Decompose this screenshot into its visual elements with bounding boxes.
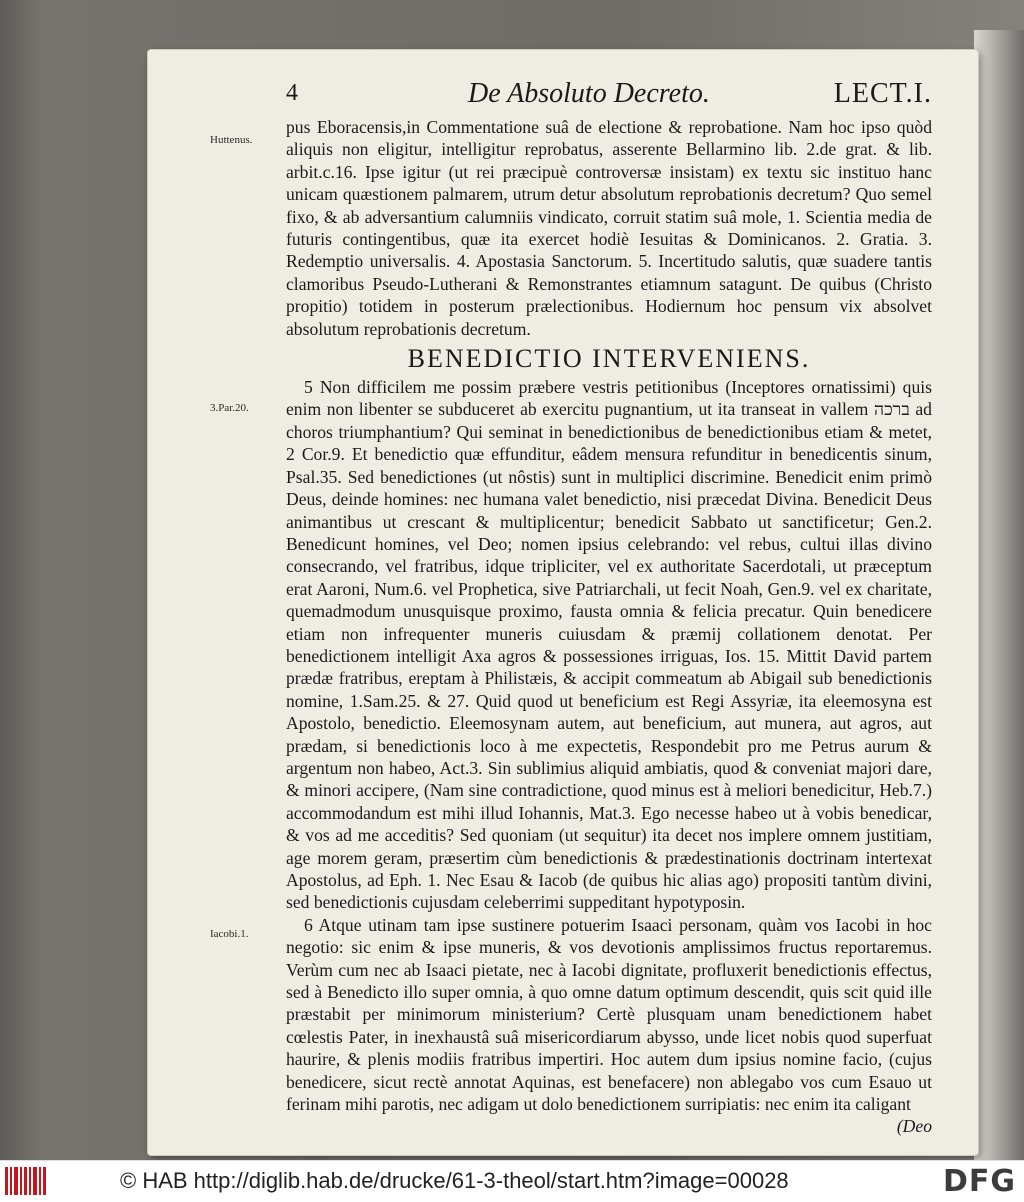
paragraph-2: 5 Non difficilem me possim præbere vestris petitionibus (Inceptores ornatissimi) quis enim non libenter se subduceret ab exercitu pugnantium, ut ita transeat in vallem ברכה ad choros triumphantium? Qui seminat in benedictionibus de benedictionibus etiam & metet, 2 Cor.9. Et benedictio quæ effunditur, eâdem mensura refunditur in benedicentis sinum, Psal.35. Sed benedictiones (ut nôstis) sunt in multiplici discrimine. Benedicit enim primò Deus, deinde homines: nec humana valet benedictio, nisi præcedat Divina. Benedicit Deus animantibus ut crescant & multiplicentur; benedicit Sabbato ut sanctificetur; Gen.2. Benedicunt homines, vel Deo; nomen ipsius celebrando: vel rebus, cultui illas divino consecrando, vel fratribus, idque tripliciter, vel ex authoritate Sacerdotali, ut præceptum erat Aaroni, Num.6. vel Prophetica, sive Patriarchali, ut fecit Noah, Gen.9. vel ex charitate, quemadmodum unusquisque proximo, fausta omnia & felicia precatur. Quin benedicere etiam non infrequenter muneris cuiusdam & præmij collationem denotat. Per benedictionem intelligit Axa agros & possessiones irriguas, Ios. 15. Mittit David partem prædæ fratribus, ereptam à Philistæis, & accipit commeatum ab Abigail sub benedictionis nomine, 1.Sam.25. & 27. Quid quod ut beneficium est Regi Assyriæ, ita eleemosyna est Apostolo, benedictio. Eleemosynam autem, aut beneficium, aut munera, aut agros, aut prædam, si benedictionis loco à me expectetis, Respondebit pro me Petrus aurum & argentum non habeo, Act.3. Sin sublimius aliquid ambiatis, quod & conveniat majori dare, & minori accipere, (Nam sine contradictione, quod minus est à meliori benedicitur, Heb.7.) accommodandum est mihi illud Iohannis, Mat.3. Ego necesse habeo ut à vobis benedicar, & vos ad me acceditis? Sed quoniam (ut sequitur) ita decet nos implere omnem justitiam, age morem geram, præsertim cùm benedictionis & prædestinationis doctrinam intertexat Apostolus, ad Eph. 1. Nec Esau & Iacob (de quibus hic alias ago) propositi tantùm divini, sed benedictionis cujusdam celeberrimi suppeditant hypotyposin. (286, 377, 932, 913)
dfg-logo: DFG (942, 1164, 1016, 1199)
paragraph-1: pus Eboracensis,in Commentatione suâ de electione & reprobatione. Nam hoc ipso quòd aliquis non eligitur, intelligitur reprobatus, asserente Bellarmino lib. 2.de grat. & lib. arbit.c.16. Ipse igitur (ut rei præcipuè controversæ insistam) ex textu sic instituo hanc unicam quæstionem palmarem, utrum detur absolutum reprobationis decretum? Quo semel fixo, & ab adversantium calumniis vindicato, corruit statim suâ mole, 1. Scientia media de futuris contingentibus, quæ ita exercet hodiè Iesuitas & Dominicanos. 2. Gratia. 3. Redemptio universalis. 4. Apostasia Sanctorum. 5. Incertitudo salutis, quæ suadere tantis clamoribus Pseudo-Lutherani & Remonstrantes etiamnum satagunt. De quibus (Christo propitio) totidem in posterum prælectionibus. Hodiernum hoc pensum vix absolvet absolutum reprobationis decretum. (286, 117, 932, 339)
margin-note-par: 3.Par.20. (210, 402, 249, 414)
viewer-footer (0, 1160, 1024, 1202)
running-title: De Absoluto Decreto. (468, 78, 710, 109)
book-edge (974, 30, 1024, 1160)
book-page (148, 50, 978, 1155)
page-header (286, 78, 932, 118)
page-number: 4 (286, 80, 298, 106)
catchword: (Deo (896, 1116, 932, 1137)
paragraph-3: 6 Atque utinam tam ipse sustinere potuerim Isaaci personam, quàm vos Iacobi in hoc negotio: sic enim & ipse muneris, & vos devotionis amplissimos fructus reportaremus. Verùm cum nec ab Isaaci pietate, nec à Iacobi dignitate, profluxerit benedictionis effectus, sed à Benedicto illo super omnia, à quo omne datum optimum descendit, quis scit quid ille præstabit per minimorum ministerium? Certè plusquam unam benedictionem habet cœlestis Pater, in inexhaustâ suâ misericordiarum abysso, unde licet nobis quod superfuat haurire, & plenis modiis fratribus impertiri. Hoc autem dum ipsius nomine facio, (cujus benedicere, sicut rectè annotat Aquinas, est benefacere) non ablegabo vos cum Esauo ut ferinam mihi parotis, nec adigam ut dolo benedictionem surripiatis: nec enim ita caligant (286, 914, 932, 1115)
margin-note-iacobi: Iacobi.1. (210, 928, 249, 940)
section-heading: BENEDICTIO INTERVENIENS. (407, 344, 811, 374)
margin-note-huttenus: Huttenus. (210, 134, 253, 146)
copyright-link[interactable]: © HAB http://diglib.hab.de/drucke/61-3-theol/start.htm?image=00028 (120, 1168, 789, 1193)
body-text (286, 116, 932, 1138)
lecture-label: LECT.I. (833, 78, 932, 109)
hab-barcode-icon (5, 1167, 47, 1195)
